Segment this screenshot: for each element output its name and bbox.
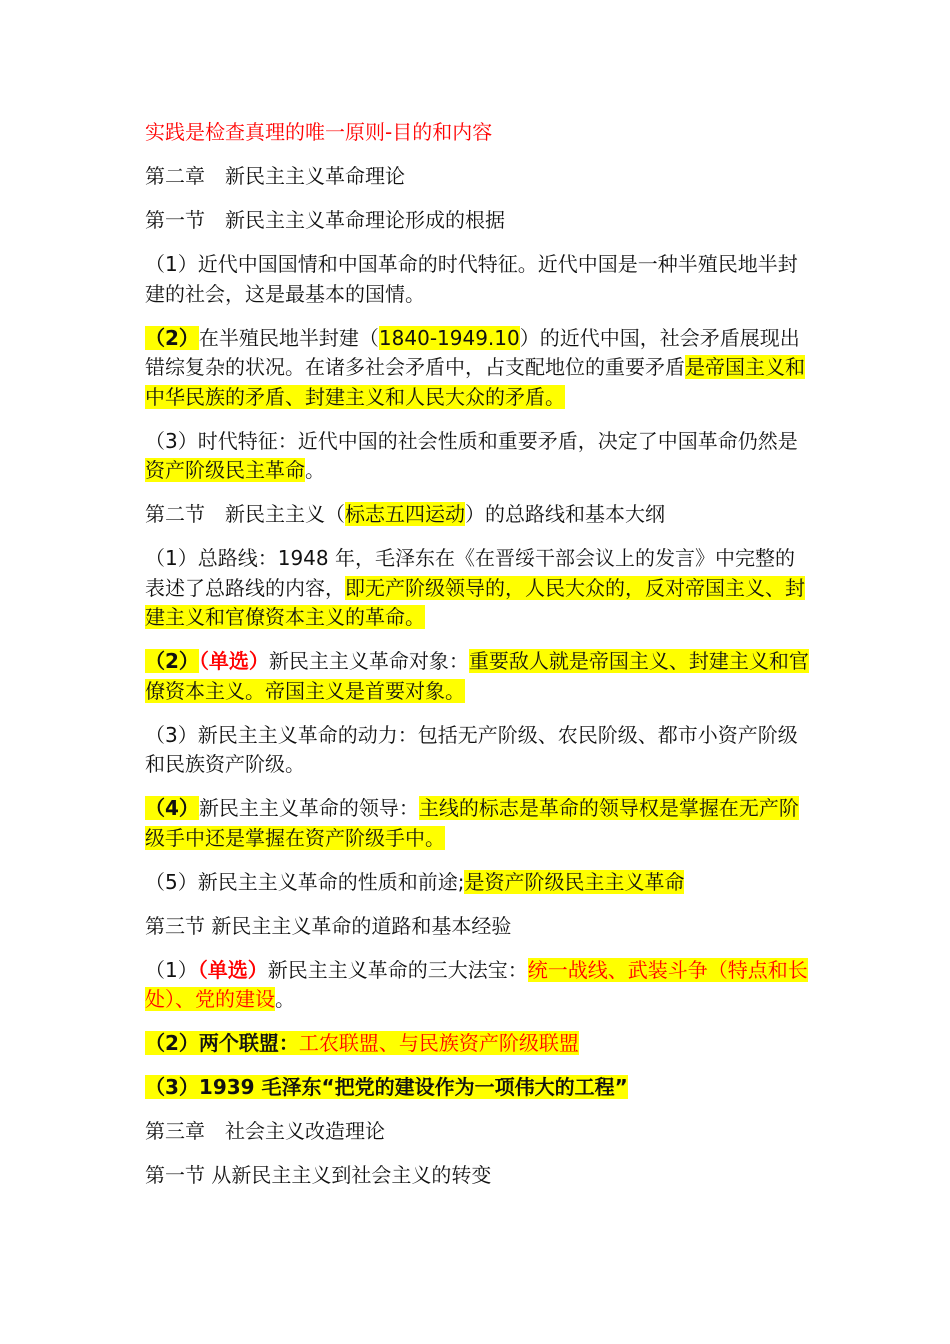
highlight-text: 主线的标志是革命的领导权是掌握在无产阶级手中还是掌握在资产阶级手中。 bbox=[145, 796, 799, 850]
highlight-text: 即无产阶级领导的，人民大众的，反对帝国主义、封建主义和官僚资本主义的革命。 bbox=[145, 575, 805, 629]
section-2-heading: 第二节 新民主主义（标志五四运动）的总路线和基本大纲 bbox=[145, 502, 665, 526]
three-magic-weapons: 统一战线、武装斗争（特点和长处）、党的建设 bbox=[145, 957, 808, 1011]
item-number: （4） bbox=[145, 796, 199, 820]
key-contradiction: 是帝国主义和中华民族的矛盾、封建主义和人民大众的矛盾。 bbox=[145, 355, 805, 409]
highlight-text: 标志五四运动 bbox=[345, 502, 465, 526]
chapter-3-section-1-heading: 第一节 从新民主主义到社会主义的转变 bbox=[145, 1163, 492, 1187]
item-number: （2） bbox=[145, 325, 199, 350]
s3-paragraph-1: （1）（单选）新民主主义革命的三大法宝：统一战线、武装斗争（特点和长处）、党的建设。 bbox=[145, 957, 808, 1011]
chapter-3-heading: 第三章 社会主义改造理论 bbox=[145, 1119, 385, 1143]
two-alliances: 工农联盟、与民族资产阶级联盟 bbox=[298, 1031, 579, 1055]
item-number: （2） bbox=[145, 649, 199, 673]
s1-paragraph-2: （2）在半殖民地半封建（1840-1949.10）的近代中国，社会矛盾展现出错综复杂的状况。在诸多社会矛盾中，占支配地位的重要矛盾是帝国主义和中华民族的矛盾、封建主义和人民大众的矛盾。 bbox=[145, 325, 805, 409]
s1-paragraph-3: （3）时代特征：近代中国的社会性质和重要矛盾，决定了中国革命仍然是资产阶级民主革命。 bbox=[145, 428, 798, 482]
chapter-2-heading: 第二章 新民主主义革命理论 bbox=[145, 164, 405, 188]
section-3-heading: 第三节 新民主主义革命的道路和基本经验 bbox=[145, 913, 512, 938]
date-range: 1840-1949.10 bbox=[378, 325, 520, 350]
s3-paragraph-2: （2）两个联盟：工农联盟、与民族资产阶级联盟 bbox=[145, 1031, 579, 1055]
highlight-text: 重要敌人就是帝国主义、封建主义和官僚资本主义。帝国主义是首要对象。 bbox=[145, 649, 809, 703]
highlight-text: 是资产阶级民主主义革命 bbox=[464, 869, 685, 894]
s2-paragraph-5: （5）新民主主义革命的性质和前途;是资产阶级民主主义革命 bbox=[145, 869, 685, 894]
s2-paragraph-4: （4）新民主主义革命的领导：主线的标志是革命的领导权是掌握在无产阶级手中还是掌握在资产阶级手中。 bbox=[145, 796, 799, 850]
document-title: 实践是检查真理的唯一原则-目的和内容 bbox=[145, 120, 493, 144]
single-choice-tag: （单选） bbox=[198, 649, 269, 673]
s2-paragraph-3: （3）新民主主义革命的动力：包括无产阶级、农民阶级、都市小资产阶级和民族资产阶级。 bbox=[145, 722, 798, 776]
document-page bbox=[145, 118, 810, 1205]
single-choice-tag: （单选） bbox=[197, 957, 268, 982]
s2-paragraph-1: （1）总路线：1948 年，毛泽东在《在晋绥干部会议上的发言》中完整的表述了总路线的内容，即无产阶级领导的，人民大众的，反对帝国主义、封建主义和官僚资本主义的革命。 bbox=[145, 546, 805, 629]
s1-paragraph-1: （1）近代中国国情和中国革命的时代特征。近代中国是一种半殖民地半封建的社会，这是最基本的国情。 bbox=[145, 252, 798, 306]
highlight-text: 资产阶级民主革命 bbox=[145, 458, 305, 482]
s2-paragraph-2: （2）（单选）新民主主义革命对象：重要敌人就是帝国主义、封建主义和官僚资本主义。帝国主义是首要对象。 bbox=[145, 649, 809, 703]
s3-paragraph-3: （3）1939 毛泽东“把党的建设作为一项伟大的工程” bbox=[145, 1075, 628, 1099]
section-1-heading: 第一节 新民主主义革命理论形成的根据 bbox=[145, 208, 505, 232]
